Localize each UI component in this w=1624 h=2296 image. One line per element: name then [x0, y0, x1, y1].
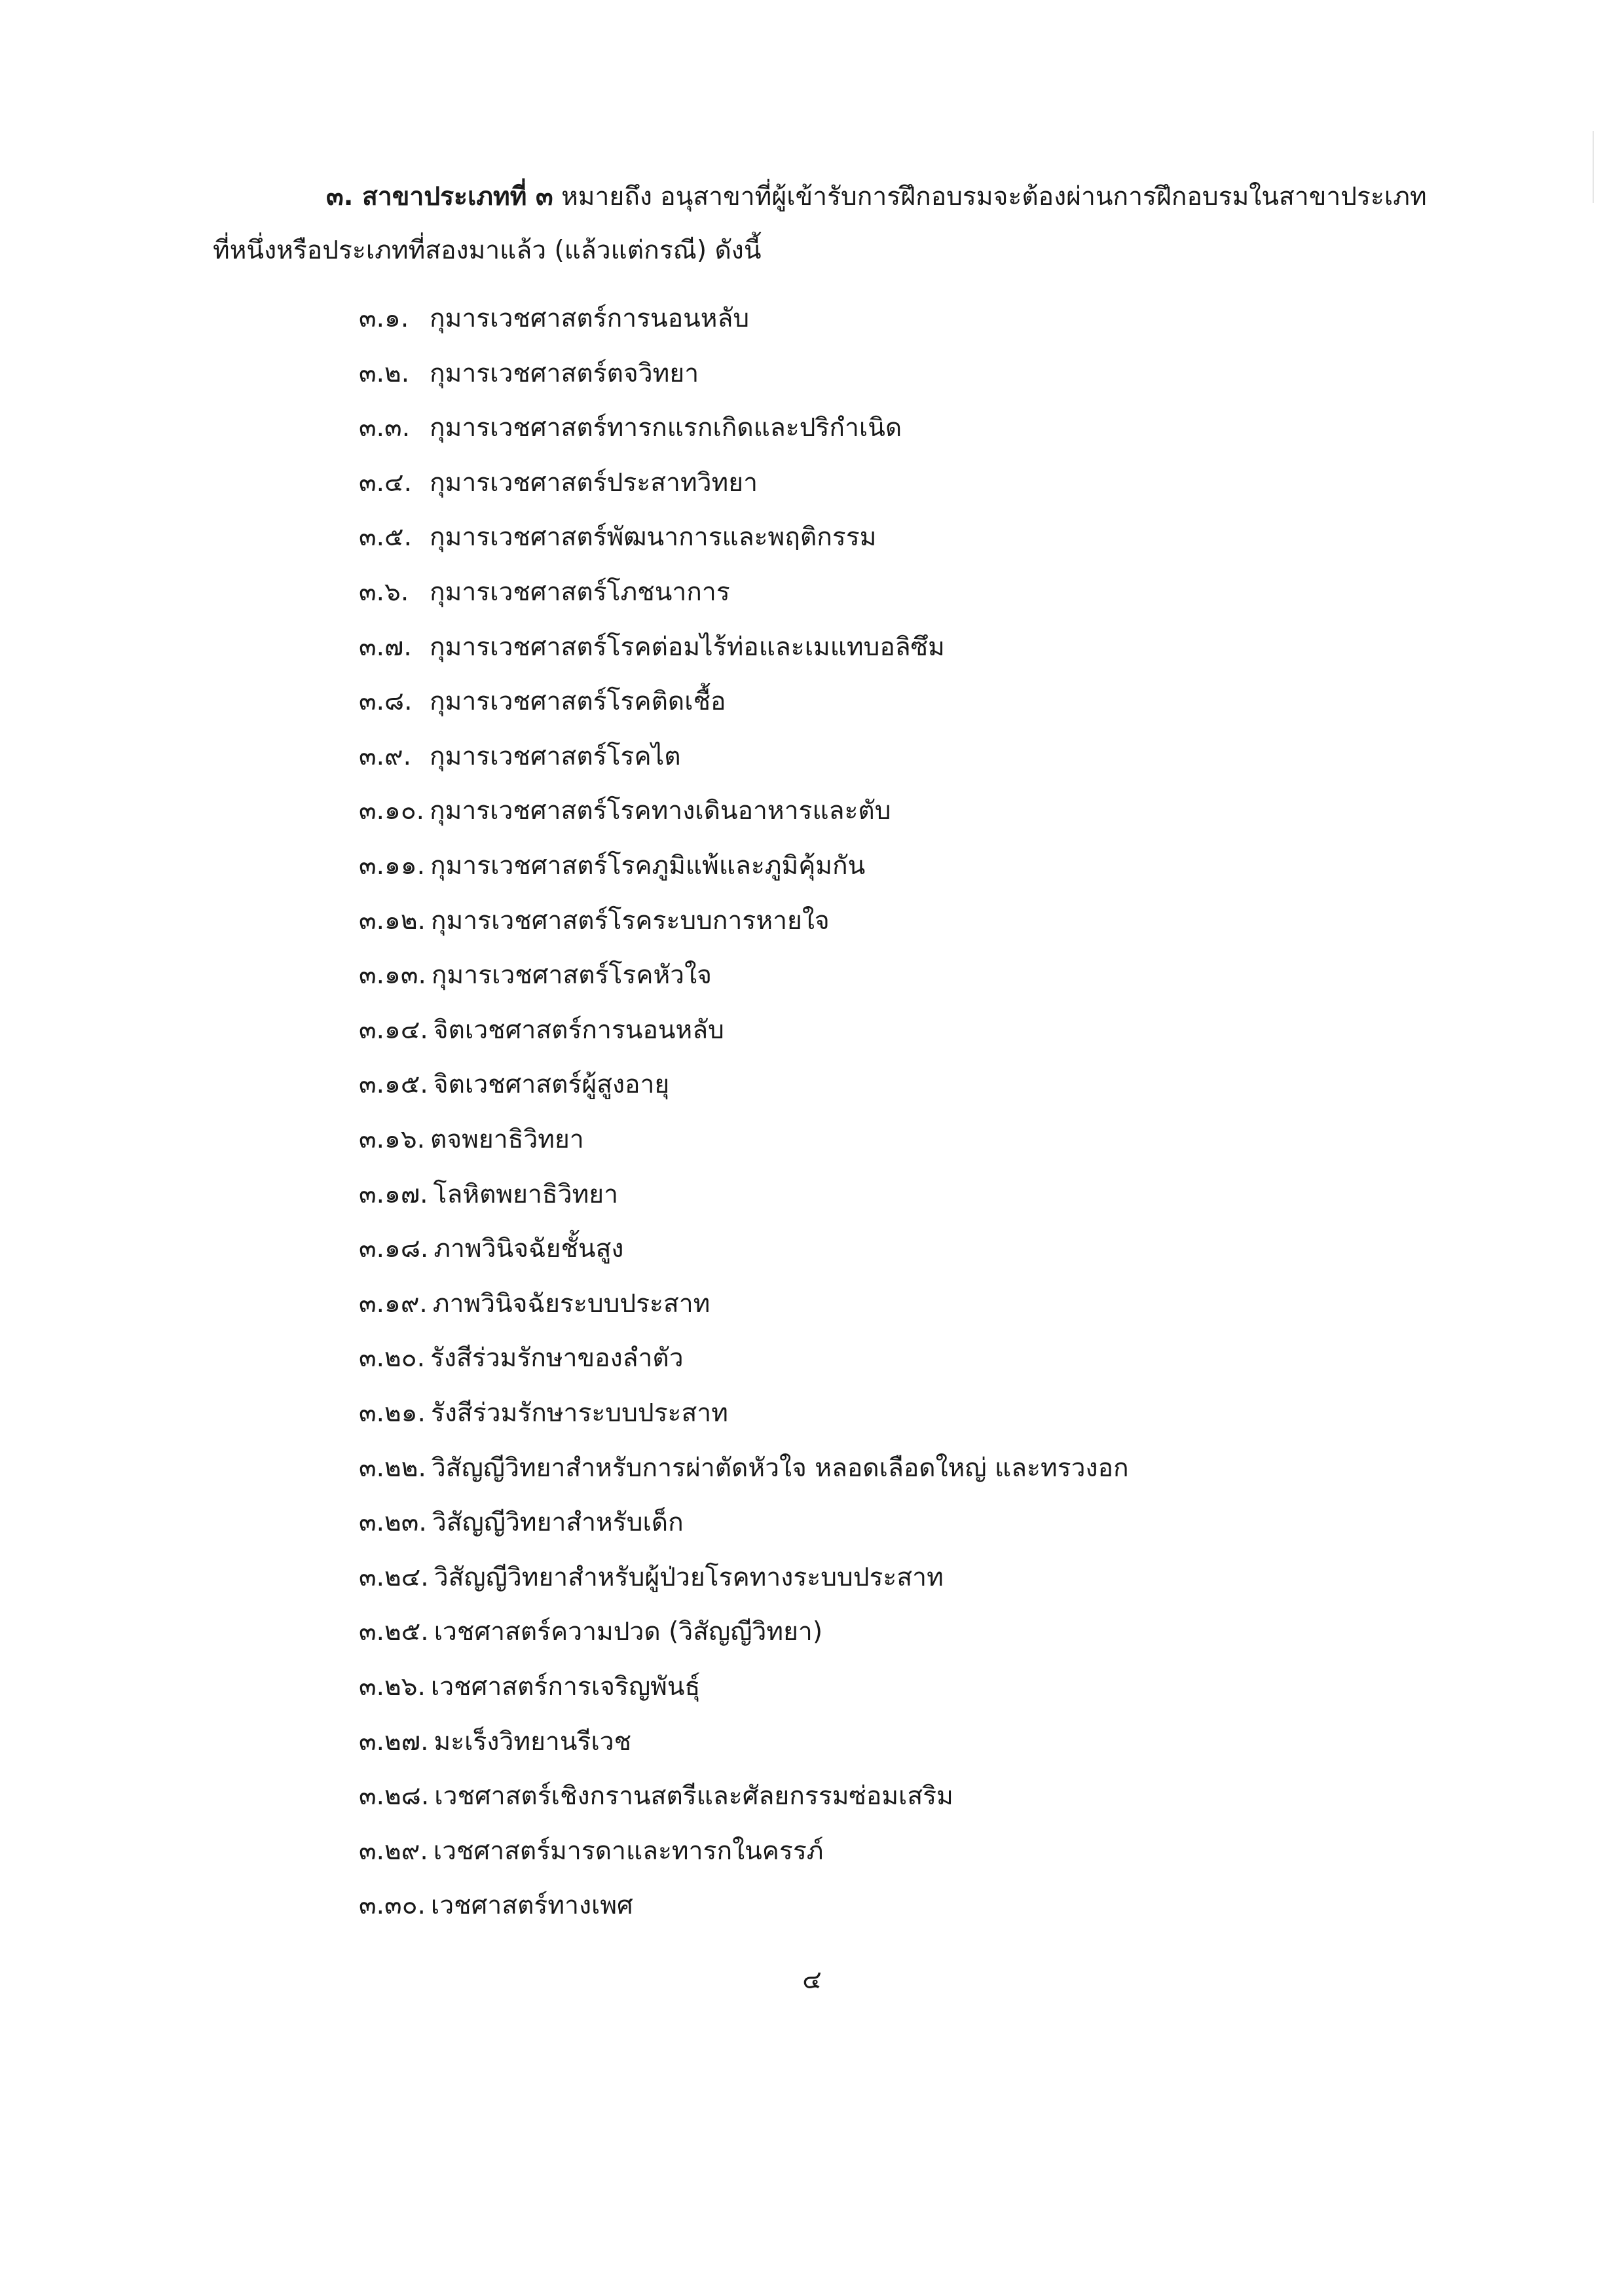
list-item-number: ๓.๑๓. — [359, 960, 426, 990]
list-item — [359, 1014, 724, 1047]
list-item-number: ๓.๑๒. — [359, 906, 426, 936]
list-item-text: วิสัญญีวิทยาสำหรับการผ่าตัดหัวใจ หลอดเลือดใหญ่ และทรวงอก — [431, 1453, 1129, 1483]
list-item-number: ๓.๒๙. — [359, 1836, 428, 1866]
list-item-number: ๓.๓๐. — [359, 1891, 426, 1920]
list-item-text: วิสัญญีวิทยาสำหรับเด็ก — [432, 1508, 684, 1537]
list-item-number: ๓.๒๐. — [359, 1343, 425, 1373]
list-item-text: เวชศาสตร์การเจริญพันธุ์ — [430, 1672, 701, 1702]
list-item-number: ๓.๕. — [359, 522, 412, 552]
list-item — [359, 1452, 1129, 1485]
list-item-text: เวชศาสตร์เชิงกรานสตรีและศัลยกรรมซ่อมเสริม — [434, 1781, 953, 1811]
list-item-number: ๓.๑๖. — [359, 1125, 425, 1154]
list-item — [359, 1506, 684, 1539]
intro-line-2: ที่หนึ่งหรือประเภทที่สองมาแล้ว (แล้วแต่กรณี) ดังนี้ — [213, 236, 762, 265]
list-item-number: ๓.๗. — [359, 632, 412, 662]
intro-line-1 — [326, 183, 1427, 211]
list-item — [359, 521, 876, 554]
list-item-text: กุมารเวชศาสตร์โรคไต — [430, 742, 681, 771]
list-item-number: ๓.๒๘. — [359, 1781, 430, 1811]
list-item-text: มะเร็งวิทยานรีเวช — [434, 1727, 632, 1757]
list-item — [359, 302, 749, 335]
list-item — [359, 1616, 822, 1649]
intro-line-1-text: หมายถึง อนุสาขาที่ผู้เข้ารับการฝึกอบรมจะต้องผ่านการฝึกอบรมในสาขาประเภท — [553, 182, 1427, 211]
list-item-text: กุมารเวชศาสตร์ตจวิทยา — [430, 359, 699, 388]
list-item-number: ๓.๑๙. — [359, 1289, 428, 1319]
list-item — [359, 357, 699, 390]
list-item-text: ภาพวินิจฉัยชั้นสูง — [434, 1234, 624, 1264]
list-item-number: ๓.๑๔. — [359, 1015, 428, 1045]
list-item-number: ๓.๓. — [359, 413, 411, 443]
list-item-text: กุมารเวชศาสตร์โรคทางเดินอาหารและตับ — [430, 796, 891, 826]
list-item — [359, 1397, 728, 1430]
list-item-number: ๓.๑๘. — [359, 1234, 429, 1264]
list-item-text: กุมารเวชศาสตร์ประสาทวิทยา — [430, 468, 758, 498]
section-heading: ๓. สาขาประเภทที่ ๓ — [326, 182, 553, 211]
list-item-text: โลหิตพยาธิวิทยา — [433, 1180, 619, 1209]
list-item-text: กุมารเวชศาสตร์โรคระบบการหายใจ — [430, 906, 830, 936]
list-item-text: รังสีร่วมรักษาของลำตัว — [430, 1343, 684, 1373]
list-item — [359, 685, 726, 718]
list-item-text: เวชศาสตร์ความปวด (วิสัญญีวิทยา) — [434, 1617, 823, 1647]
list-item-text: ตจพยาธิวิทยา — [430, 1125, 584, 1154]
list-item-text: เวชศาสตร์มารดาและทารกในครรภ์ — [433, 1836, 824, 1866]
list-item-text: ภาพวินิจฉัยระบบประสาท — [432, 1289, 710, 1319]
list-item-number: ๓.๒๔. — [359, 1563, 429, 1592]
list-item — [359, 1780, 953, 1813]
list-item — [359, 1288, 710, 1321]
list-item — [359, 1726, 631, 1758]
scan-artifact-line — [1593, 131, 1594, 203]
list-item — [359, 1889, 633, 1922]
list-item — [359, 850, 865, 883]
list-item — [359, 1671, 700, 1704]
list-item — [359, 740, 681, 773]
page-number: ๔ — [802, 1965, 822, 1995]
list-item-text: จิตเวชศาสตร์การนอนหลับ — [433, 1015, 724, 1045]
list-item-text: เวชศาสตร์ทางเพศ — [430, 1891, 633, 1920]
list-item-text: วิสัญญีวิทยาสำหรับผู้ป่วยโรคทางระบบประสาท — [434, 1563, 944, 1592]
list-item — [359, 631, 945, 664]
list-item-number: ๓.๒๑. — [359, 1398, 426, 1428]
list-item — [359, 1123, 584, 1156]
list-item-number: ๓.๒๒. — [359, 1453, 426, 1483]
list-item-text: กุมารเวชศาสตร์โรคต่อมไร้ท่อและเมแทบอลิซึม — [430, 632, 945, 662]
list-item-number: ๓.๒๗. — [359, 1727, 429, 1757]
list-item-text: กุมารเวชศาสตร์การนอนหลับ — [430, 304, 750, 333]
list-item-number: ๓.๒. — [359, 359, 410, 388]
list-item — [359, 1178, 618, 1211]
list-item — [359, 1068, 669, 1101]
list-item-number: ๓.๑. — [359, 304, 409, 333]
list-item-text: กุมารเวชศาสตร์โรคหัวใจ — [431, 960, 712, 990]
list-item — [359, 467, 758, 500]
list-item — [359, 1342, 684, 1375]
list-item-number: ๓.๒๕. — [359, 1617, 429, 1647]
list-item-number: ๓.๑๕. — [359, 1070, 428, 1099]
list-item-text: กุมารเวชศาสตร์พัฒนาการและพฤติกรรม — [430, 522, 877, 552]
list-item — [359, 959, 712, 992]
list-item-text: กุมารเวชศาสตร์ทารกแรกเกิดและปริกำเนิด — [430, 413, 902, 443]
list-item — [359, 412, 902, 445]
list-item-number: ๓.๑๑. — [359, 851, 425, 881]
list-item-number: ๓.๑๐. — [359, 796, 425, 826]
list-item-text: จิตเวชศาสตร์ผู้สูงอายุ — [433, 1070, 670, 1099]
list-item-text: รังสีร่วมรักษาระบบประสาท — [430, 1398, 728, 1428]
list-item-text: กุมารเวชศาสตร์โรคภูมิแพ้และภูมิคุ้มกัน — [430, 851, 866, 881]
list-item-text: กุมารเวชศาสตร์โรคติดเชื้อ — [430, 687, 726, 716]
list-item-number: ๓.๔. — [359, 468, 412, 498]
list-item — [359, 905, 830, 938]
list-item — [359, 1561, 944, 1594]
list-item — [359, 795, 891, 828]
list-item-number: ๓.๒๓. — [359, 1508, 427, 1537]
list-item — [359, 1835, 824, 1868]
list-item-number: ๓.๒๖. — [359, 1672, 426, 1702]
list-item-number: ๓.๘. — [359, 687, 413, 716]
list-item — [359, 576, 730, 609]
list-item — [359, 1233, 623, 1266]
list-item-number: ๓.๑๗. — [359, 1180, 428, 1209]
list-item-number: ๓.๙. — [359, 742, 412, 771]
list-item-number: ๓.๖. — [359, 577, 409, 607]
list-item-text: กุมารเวชศาสตร์โภชนาการ — [430, 577, 730, 607]
